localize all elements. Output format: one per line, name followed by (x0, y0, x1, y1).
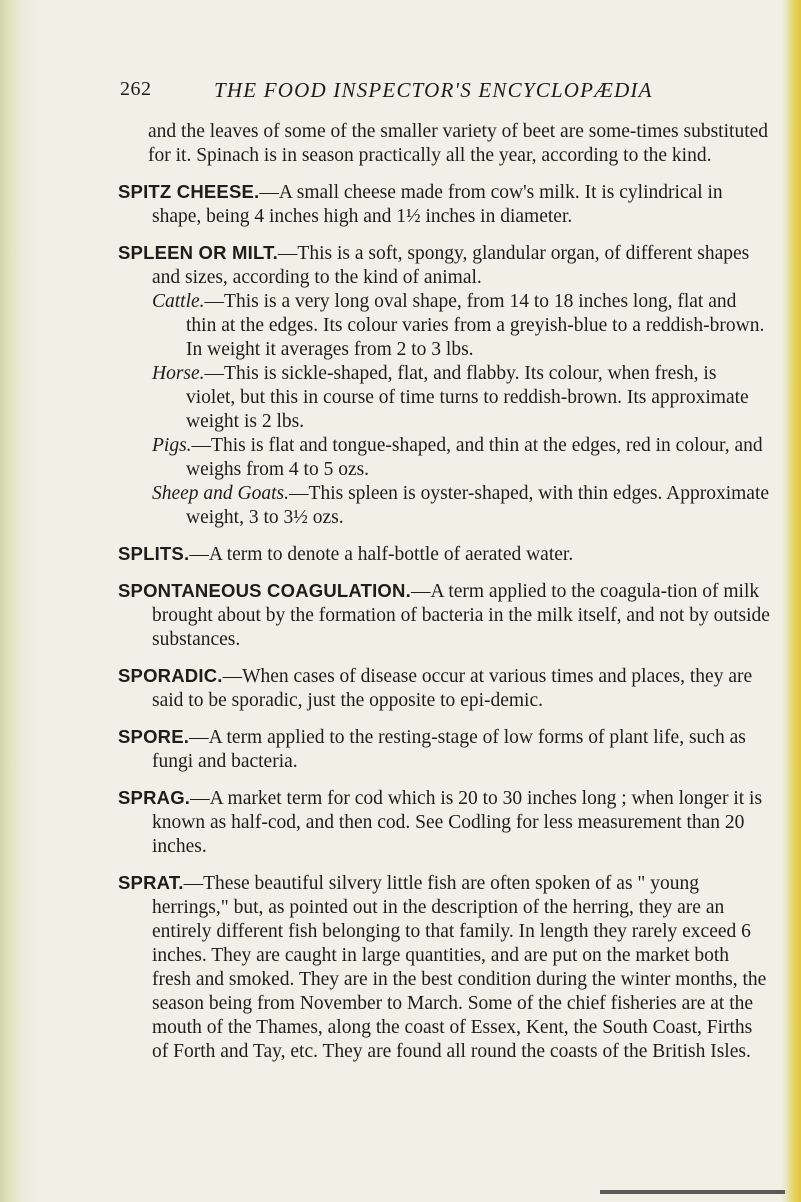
entry-sprag (118, 786, 770, 859)
spleen-pigs (152, 434, 770, 482)
entry-text: —These beautiful silvery little fish are often spoken of as " young herrings," but, as pointed out in the description of the herring, they are an entirely different fish belonging to that family. In length they rarely exceed 6 inches. They are caught in large quantities, and are put on the market both fresh and smoked. They are in the best condition during the winter months, the season being from November to March. Some of the chief fisheries are at the mouth of the Thames, along the coast of Essex, Kent, the South Coast, Firths of Forth and Tay, etc. They are found all round the coasts of the British Isles. (152, 873, 767, 1062)
continuation-paragraph: and the leaves of some of the smaller variety of beet are some-times substituted for it. Spinach is in season practically all the year, according to the kind. (148, 121, 769, 166)
page-header (118, 74, 770, 108)
page-edge (781, 0, 801, 1202)
entry-text: —A term applied to the coagula-tion of milk brought about by the formation of bacteria in the milk itself, and not by outside substances. (152, 581, 770, 650)
entry-term: SPRAT. (118, 872, 184, 893)
entry-term: SPONTANEOUS COAGULATION. (118, 580, 411, 601)
sub-label: Cattle. (152, 291, 205, 312)
entry-text: —This is a soft, spongy, glandular organ, of different shapes and sizes, according to the kind of animal. (152, 243, 750, 288)
entry-term: SPITZ CHEESE. (118, 181, 260, 202)
running-title: THE FOOD INSPECTOR'S ENCYCLOPÆDIA (214, 78, 653, 102)
spleen-cattle (152, 290, 770, 362)
book-spine-shadow (0, 0, 38, 1202)
entry-spleen (118, 241, 770, 530)
page-number: 262 (120, 78, 152, 100)
sub-text: —This is flat and tongue-shaped, and thin at the edges, red in colour, and weighs from 4 to 5 ozs. (186, 435, 763, 480)
entry-text: —A small cheese made from cow's milk. It is cylindrical in shape, being 4 inches high and 1½ inches in diameter. (152, 182, 723, 227)
entry-term: SPRAG. (118, 787, 191, 808)
page-body (118, 74, 770, 1076)
sub-label: Pigs. (152, 435, 192, 456)
entry-sprat (118, 871, 770, 1064)
entry-splits (118, 542, 770, 567)
entry-sporadic (118, 664, 770, 713)
sub-text: —This is sickle-shaped, flat, and flabby. Its colour, when fresh, is violet, but this in course of time turns to reddish-brown. Its approximate weight is 2 lbs. (186, 363, 749, 432)
bottom-rule (600, 1190, 785, 1194)
entry-term: SPLITS. (118, 543, 190, 564)
entry-spleen-definition (118, 241, 770, 290)
spleen-horse (152, 362, 770, 434)
sub-label: Sheep and Goats. (152, 483, 290, 504)
entry-spontaneous-coagulation (118, 579, 770, 652)
sub-text: —This is a very long oval shape, from 14 to 18 inches long, flat and thin at the edges. Its colour varies from a greyish-blue to a reddish-brown. In weight it averages from 2 to 3 lbs. (186, 291, 765, 360)
entry-spore (118, 725, 770, 774)
entry-term: SPORADIC. (118, 665, 223, 686)
sub-text: —This spleen is oyster-shaped, with thin edges. Approximate weight, 3 to 3½ ozs. (186, 483, 770, 528)
entry-spitz-cheese (118, 180, 770, 229)
entry-term: SPLEEN OR MILT. (118, 242, 278, 263)
entry-text: —A term to denote a half-bottle of aerated water. (189, 544, 574, 565)
entry-term: SPORE. (118, 726, 190, 747)
entry-text: —A market term for cod which is 20 to 30 inches long ; when longer it is known as half-cod, and then cod. See Codling for less measurement than 20 inches. (152, 788, 763, 857)
sub-label: Horse. (152, 363, 205, 384)
spleen-sheep-goats (152, 482, 770, 530)
entry-text: —When cases of disease occur at various times and places, they are said to be sporadic, just the opposite to epi-demic. (152, 666, 753, 711)
entry-text: —A term applied to the resting-stage of low forms of plant life, such as fungi and bacteria. (152, 727, 746, 772)
